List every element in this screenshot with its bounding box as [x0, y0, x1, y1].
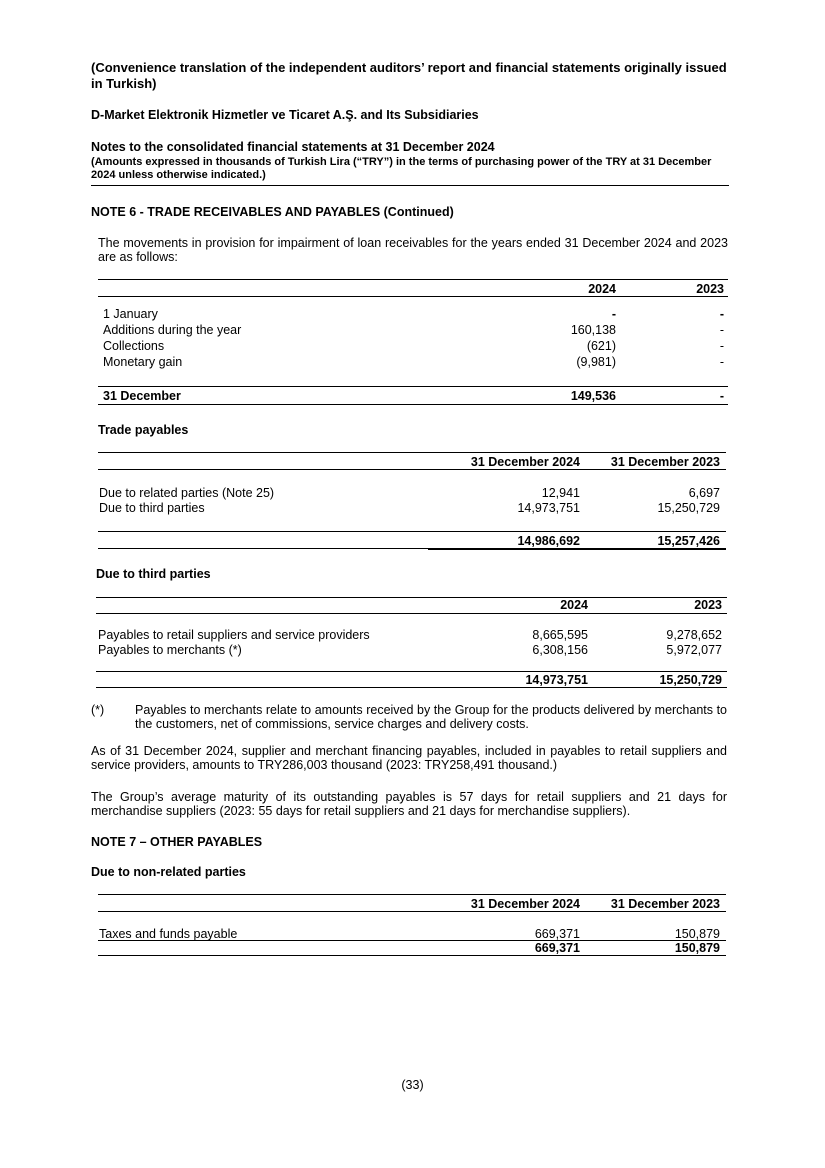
amounts-note: (Amounts expressed in thousands of Turkish Lira (“TRY”) in the terms of purchasing power of the TRY at 31 December 2024 unless otherwise indicated.) — [91, 156, 712, 181]
trade-payables-total-double-rule — [428, 549, 726, 550]
provision-table-top-rule — [98, 279, 728, 280]
note6-intro: The movements in provision for impairment of loan receivables for the years ended 31 December 2024 and 2023 are as follows: — [98, 236, 728, 264]
third-parties-row-label: Payables to merchants (*) — [98, 643, 242, 657]
provision-row-value: 160,138 — [570, 323, 616, 337]
trade-payables-row-label: Due to related parties (Note 25) — [99, 486, 275, 500]
third-parties-total-bottom-rule — [96, 687, 727, 688]
provision-row-value: (9,981) — [576, 355, 616, 369]
note7-subtitle: Due to non-related parties — [91, 865, 246, 879]
third-parties-total-value: 14,973,751 — [525, 673, 588, 687]
third-parties-total-value: 15,250,729 — [659, 673, 722, 687]
note7-col-2023: 31 December 2023 — [610, 897, 720, 911]
note7-total-value: 150,879 — [674, 941, 720, 955]
footnote-mark: (*) — [91, 703, 105, 717]
trade-payables-header-rule — [98, 469, 726, 470]
provision-col-2024: 2024 — [588, 282, 616, 296]
provision-row-label: 1 January — [103, 307, 158, 321]
provision-header-rule — [98, 296, 728, 297]
third-parties-col-2023: 2023 — [694, 598, 722, 612]
financing-payables-paragraph: As of 31 December 2024, supplier and merchant financing payables, included in payables to retail suppliers and service providers, amounts to TRY286,003 thousand (2023: TRY258,491 thousand.) — [91, 744, 727, 772]
provision-total-top-rule — [98, 386, 728, 387]
provision-row-label: Additions during the year — [103, 323, 242, 337]
note7-total-bottom-rule — [98, 955, 726, 956]
header-rule — [91, 185, 729, 186]
note7-title: NOTE 7 – OTHER PAYABLES — [91, 835, 263, 849]
trade-payables-col-2024: 31 December 2024 — [470, 455, 580, 469]
provision-row-value: - — [719, 307, 724, 321]
trade-payables-row-value: 14,973,751 — [517, 501, 580, 515]
trade-payables-total-top-rule — [98, 531, 726, 532]
trade-payables-total-value: 15,257,426 — [657, 534, 720, 548]
third-parties-row-value: 8,665,595 — [532, 628, 588, 642]
trade-payables-total-value: 14,986,692 — [517, 534, 580, 548]
trade-payables-row-label: Due to third parties — [99, 501, 205, 515]
note7-total-value: 669,371 — [534, 941, 580, 955]
page-number: (33) — [401, 1078, 424, 1092]
provision-row-value: - — [719, 323, 724, 337]
third-parties-col-2024: 2024 — [560, 598, 588, 612]
note7-header-rule — [98, 911, 726, 912]
company-name: D-Market Elektronik Hizmetler ve Ticaret A.Ş. and Its Subsidiaries — [91, 108, 479, 122]
notes-title: Notes to the consolidated financial statements at 31 December 2024 — [91, 140, 495, 154]
convenience-translation-note: (Convenience translation of the independent auditors’ report and financial statements originally issued in Turkish) — [91, 60, 727, 91]
note6-title: NOTE 6 - TRADE RECEIVABLES AND PAYABLES (Continued) — [91, 205, 454, 219]
trade-payables-row-value: 12,941 — [541, 486, 580, 500]
third-parties-row-value: 5,972,077 — [666, 643, 722, 657]
provision-total-label: 31 December — [103, 389, 181, 403]
note7-row-value: 669,371 — [534, 927, 580, 941]
note7-top-rule — [98, 894, 726, 895]
trade-payables-col-2023: 31 December 2023 — [610, 455, 720, 469]
third-parties-row-value: 9,278,652 — [666, 628, 722, 642]
third-parties-row-label: Payables to retail suppliers and service providers — [98, 628, 370, 642]
provision-row-label: Monetary gain — [103, 355, 183, 369]
provision-col-2023: 2023 — [696, 282, 724, 296]
provision-row-value: - — [719, 355, 724, 369]
provision-total-value: - — [719, 389, 724, 403]
third-parties-header-rule — [96, 613, 727, 614]
provision-row-label: Collections — [103, 339, 165, 353]
trade-payables-title: Trade payables — [98, 423, 189, 437]
provision-row-value: - — [719, 339, 724, 353]
provision-total-value: 149,536 — [570, 389, 616, 403]
provision-total-bottom-rule — [98, 404, 728, 405]
third-parties-row-value: 6,308,156 — [532, 643, 588, 657]
note7-row-value: 150,879 — [674, 927, 720, 941]
trade-payables-row-value: 6,697 — [688, 486, 720, 500]
provision-row-value: (621) — [586, 339, 616, 353]
maturity-paragraph: The Group’s average maturity of its outstanding payables is 57 days for retail suppliers and 21 days for merchandise suppliers (2023: 55 days for retail suppliers and 21 days for merchandise suppliers). — [91, 790, 727, 818]
provision-row-value: - — [611, 307, 616, 321]
third-parties-title: Due to third parties — [96, 567, 211, 581]
note7-col-2024: 31 December 2024 — [470, 897, 580, 911]
footnote-text: Payables to merchants relate to amounts received by the Group for the products delivered by merchants to the customers, net of commissions, service charges and delivery costs. — [135, 703, 727, 731]
note7-row-label: Taxes and funds payable — [99, 927, 238, 941]
trade-payables-top-rule — [98, 452, 726, 453]
trade-payables-row-value: 15,250,729 — [657, 501, 720, 515]
